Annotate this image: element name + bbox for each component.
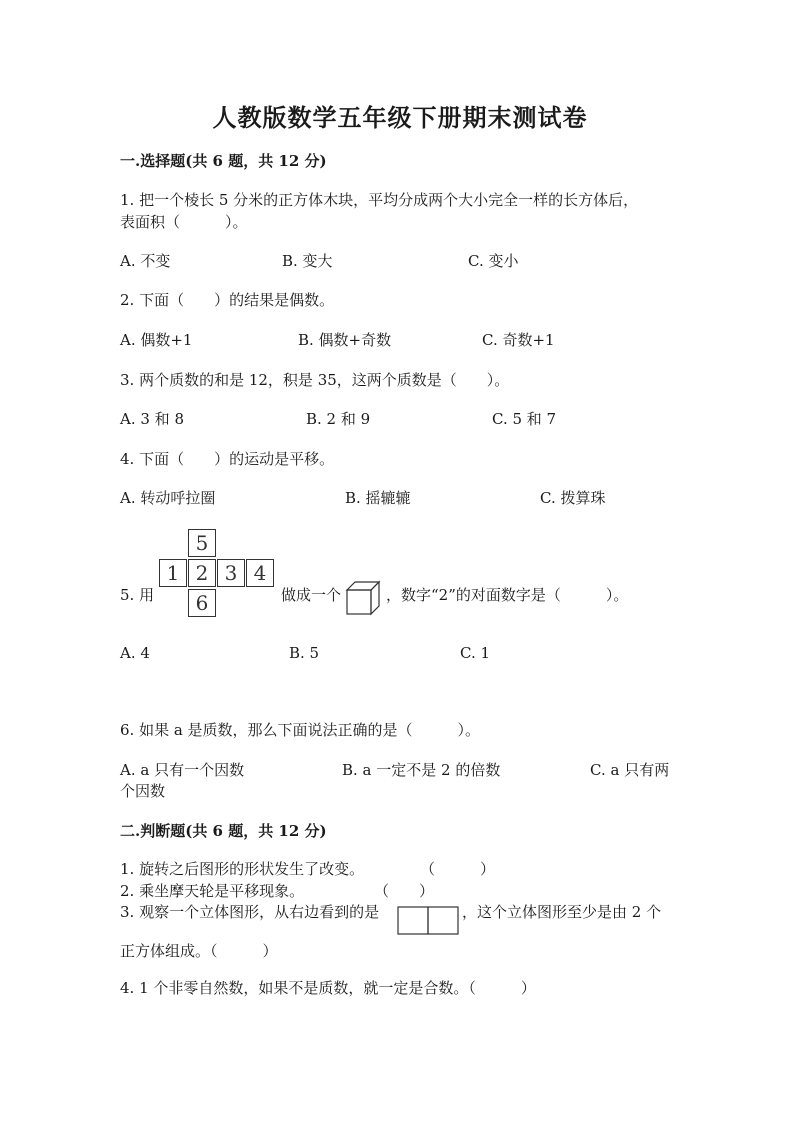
q5-option-c: C. 1	[460, 644, 491, 662]
two-squares-view-icon	[397, 906, 459, 935]
s2-q1-paren: （ ）	[420, 860, 496, 878]
q6-option-c: C. a 只有两	[590, 761, 670, 779]
q3-option-b: B. 2 和 9	[306, 410, 371, 428]
q1-line1: 1. 把一个棱长 5 分米的正方体木块，平均分成两个大小完全一样的长方体后，	[120, 191, 639, 209]
q4-option-a: A. 转动呼拉圈	[120, 489, 216, 507]
q5-option-a: A. 4	[120, 644, 150, 662]
q6-option-b: B. a 一定不是 2 的倍数	[342, 761, 501, 779]
section1-heading: 一.选择题(共 6 题，共 12 分)	[120, 152, 327, 170]
net-cell-top: 5	[188, 529, 216, 557]
s2-q3-suffix: ，这个立体图形至少是由 2 个	[462, 903, 662, 921]
q3-text: 3. 两个质数的和是 12，积是 35，这两个质数是（ ）。	[120, 371, 510, 389]
net-cell-1: 1	[159, 559, 187, 587]
s2-q3-prefix: 3. 观察一个立体图形，从右边看到的是	[120, 903, 380, 921]
q2-text: 2. 下面（ ）的结果是偶数。	[120, 291, 335, 309]
q5-option-b: B. 5	[289, 644, 320, 662]
q5-middle: 做成一个	[281, 586, 342, 604]
net-cell-bottom: 6	[188, 589, 216, 617]
q6-option-a: A. a 只有一个因数	[120, 761, 245, 779]
q2-option-b: B. 偶数+奇数	[298, 331, 392, 349]
section2-heading: 二.判断题(共 6 题，共 12 分)	[120, 822, 327, 840]
net-cell-2: 2	[188, 559, 216, 587]
page-title: 人教版数学五年级下册期末测试卷	[212, 103, 588, 132]
q2-option-c: C. 奇数+1	[482, 331, 555, 349]
q3-option-c: C. 5 和 7	[492, 410, 557, 428]
s2-q2-paren: （ ）	[374, 882, 435, 900]
q2-option-a: A. 偶数+1	[120, 331, 193, 349]
q4-option-b: B. 摇辘辘	[345, 489, 411, 507]
s2-q3-line2: 正方体组成。（ ）	[120, 942, 278, 960]
q6-option-c-wrap: 个因数	[120, 782, 166, 800]
q4-text: 4. 下面（ ）的运动是平移。	[120, 450, 335, 468]
q1-option-c: C. 变小	[468, 252, 519, 270]
q1-option-b: B. 变大	[282, 252, 333, 270]
q5-suffix: ，数字“2”的对面数字是（ ）。	[386, 586, 629, 604]
q4-option-c: C. 拨算珠	[540, 489, 606, 507]
q6-text: 6. 如果 a 是质数，那么下面说法正确的是（ ）。	[120, 721, 481, 739]
cube-net-figure	[158, 529, 276, 618]
s2-q1-text: 1. 旋转之后图形的形状发生了改变。	[120, 860, 365, 878]
cube-icon	[345, 580, 381, 616]
q5-prefix: 5. 用	[120, 586, 155, 604]
net-cell-3: 3	[217, 559, 245, 587]
q3-option-a: A. 3 和 8	[120, 410, 184, 428]
net-cell-4: 4	[246, 559, 274, 587]
s2-q2-text: 2. 乘坐摩天轮是平移现象。	[120, 882, 305, 900]
q1-line2: 表面积（ ）。	[120, 213, 248, 231]
q1-option-a: A. 不变	[120, 252, 171, 270]
s2-q4-text: 4. 1 个非零自然数，如果不是质数，就一定是合数。（ ）	[120, 979, 536, 997]
